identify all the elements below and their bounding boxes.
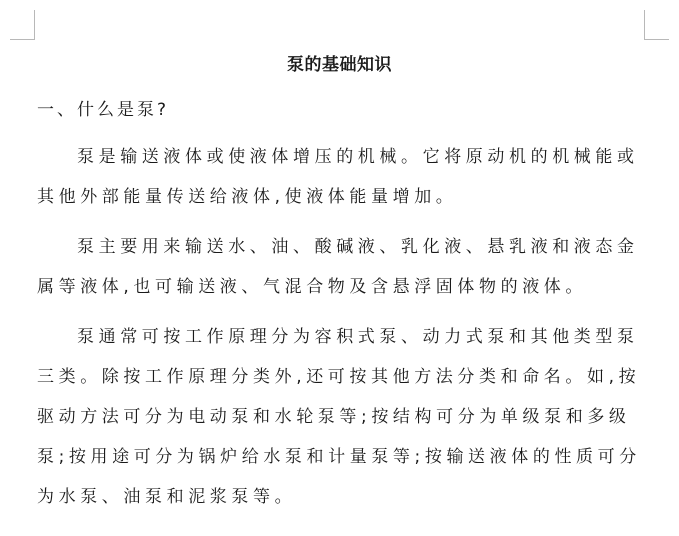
crop-mark-top-right-horizontal (644, 39, 669, 40)
paragraph-2: 泵主要用来输送水、油、酸碱液、乳化液、悬乳液和液态金属等液体,也可输送液、气混合物及含悬浮固体物的液体。 (37, 237, 639, 297)
crop-mark-top-right-vertical (644, 10, 645, 40)
section-heading: 一、什么是泵? (37, 100, 170, 120)
paragraph-1: 泵是输送液体或使液体增压的机械。它将原动机的机械能或其他外部能量传送给液体,使液体能量增加。 (37, 147, 639, 207)
document-title: 泵的基础知识 (287, 55, 392, 75)
crop-mark-top-left-horizontal (10, 39, 35, 40)
crop-mark-top-left-vertical (34, 10, 35, 40)
paragraph-3: 泵通常可按工作原理分为容积式泵、动力式泵和其他类型泵三类。除按工作原理分类外,还可按其他方法分类和命名。如,按驱动方法可分为电动泵和水轮泵等;按结构可分为单级泵和多级泵;按用途可分为锅炉给水泵和计量泵等;按输送液体的性质可分为水泵、油泵和泥浆泵等。 (37, 327, 641, 507)
